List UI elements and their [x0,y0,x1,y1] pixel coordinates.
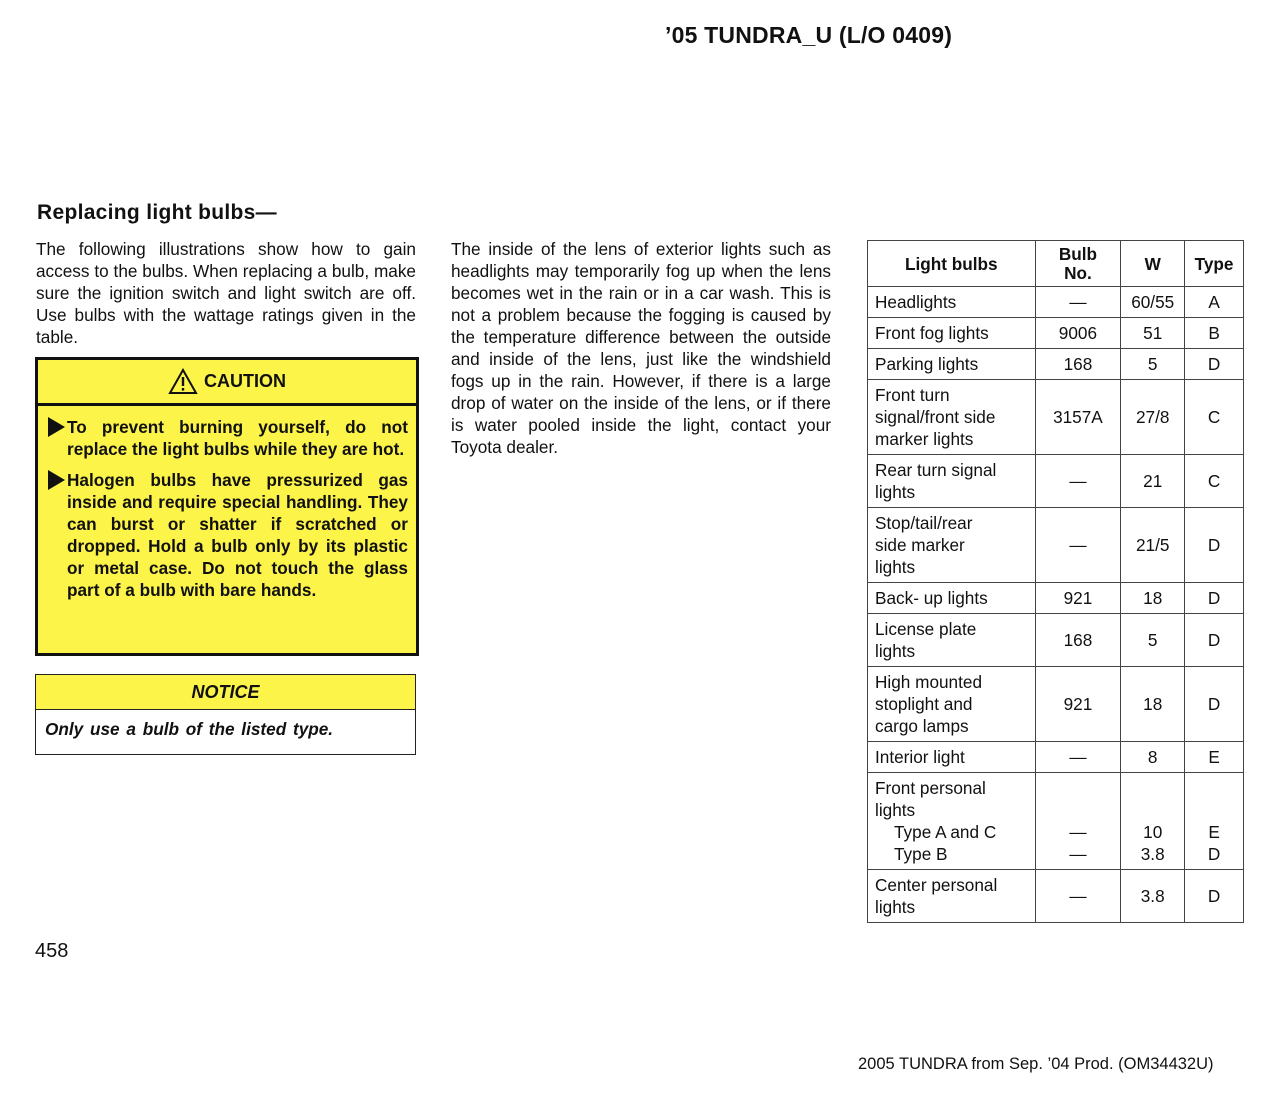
bulb-name [868,742,1036,773]
bulb-number: 9006 [1035,318,1121,349]
bulb-name-line: Interior light [875,747,965,767]
bulb-number: — [1035,287,1121,318]
subtype-bulb-number: — [1069,844,1087,864]
bulb-watts: 8 [1121,742,1185,773]
bulb-name-line: lights [875,897,916,917]
bulb-number: 168 [1035,614,1121,667]
bulb-name-line: Parking lights [875,354,979,374]
bulb-type: D [1185,667,1244,742]
table-row [868,287,1244,318]
bulb-type: D [1185,583,1244,614]
bulb-watts: 5 [1121,349,1185,380]
caution-item [48,469,408,601]
bulb-name [868,583,1036,614]
document-code-header: ’05 TUNDRA_U (L/O 0409) [665,22,953,48]
bulb-name [868,455,1036,508]
bulb-watts: 18 [1121,583,1185,614]
bulb-watts: 3.8 [1121,870,1185,923]
table-row [868,349,1244,380]
bulb-type: C [1185,380,1244,455]
caution-item-text: Halogen bulbs have pressurized gas inside and require special handling. They can burst or shatter if scratched or dropped. Hold a bulb only by its plastic or metal case. Do not touch the glass part of a bulb with bare hands. [67,470,408,600]
table-row [868,667,1244,742]
caution-header [38,360,416,406]
bullet-arrow-icon [48,417,65,437]
subtype-type: E [1208,822,1220,842]
bulb-name-line: Front turn [875,385,950,405]
caution-item [48,416,408,460]
bulb-name [868,870,1036,923]
bulb-type: D [1185,349,1244,380]
table-row [868,380,1244,455]
table-row [868,508,1244,583]
intro-paragraph: The following illustrations show how to gain access to the bulbs. When replacing a bulb, make sure the ignition switch and light switch are off. Use bulbs with the wattage ratings given in the table. [36,239,416,347]
bulb-name [868,349,1036,380]
table-row [868,318,1244,349]
header-light-bulbs: Light bulbs [868,241,1036,287]
bulb-name-line: Back- up lights [875,588,988,608]
table-row [868,455,1244,508]
bulb-watts: 51 [1121,318,1185,349]
bulb-name-line: High mounted [875,672,983,692]
table-row [868,742,1244,773]
caution-body [38,406,416,601]
table-row [868,583,1244,614]
header-bulb-no [1035,241,1121,287]
bulb-name-line: Stop/tail/rear [875,513,973,533]
subtype-label: Type B [894,844,948,864]
bulb-name [868,614,1036,667]
bulb-number: — [1035,508,1121,583]
bulb-name [868,508,1036,583]
bulb-number: — [1035,870,1121,923]
table-row [868,614,1244,667]
subtype-bulb-number: — [1069,822,1087,842]
bulb-name [868,380,1036,455]
bulb-name-line: stoplight and [875,694,973,714]
bulb-name-line: signal/front side [875,407,996,427]
bulb-name-line: cargo lamps [875,716,969,736]
section-title: Replacing light bulbs— [37,201,277,224]
bulb-name-line: lights [875,557,916,577]
bulb-number: — [1035,455,1121,508]
bulb-name-line: Rear turn signal [875,460,997,480]
table-header-row [868,241,1244,287]
notice-box [35,674,416,755]
bulb-number: 921 [1035,667,1121,742]
bulb-name-line: side marker [875,535,965,555]
table-row [868,773,1244,870]
bulb-number [1035,773,1121,870]
page-number: 458 [35,940,69,962]
bulb-type: D [1185,870,1244,923]
bulb-type: B [1185,318,1244,349]
bulb-watts [1121,773,1185,870]
bulb-name-line: lights [875,800,916,820]
notice-text: Only use a bulb of the listed type. [45,719,334,739]
warning-triangle-icon [168,368,198,395]
bulb-watts: 27/8 [1121,380,1185,455]
bulb-name-line: License plate [875,619,977,639]
bulb-name-line: Center personal [875,875,998,895]
header-bulb-no-line2: No. [1064,262,1092,283]
header-watts: W [1121,241,1185,287]
caution-item-text: To prevent burning yourself, do not replace the light bulbs while they are hot. [67,417,408,459]
caution-box [35,357,419,656]
subtype-watts: 10 [1143,822,1163,842]
bulb-type: D [1185,508,1244,583]
bulb-name-line: marker lights [875,429,974,449]
subtype-watts: 3.8 [1140,844,1165,864]
bulb-watts: 5 [1121,614,1185,667]
header-type: Type [1185,241,1244,287]
bulb-type: E [1185,742,1244,773]
bullet-arrow-icon [48,470,65,490]
subtype-label: Type A and C [894,822,997,842]
caution-title: CAUTION [204,371,286,391]
bulb-name [868,667,1036,742]
bulb-name-line: Headlights [875,292,957,312]
footer-text: 2005 TUNDRA from Sep. ’04 Prod. (OM34432U) [858,1055,1214,1073]
bulb-name-line: lights [875,641,916,661]
bulb-number: 168 [1035,349,1121,380]
notice-title: NOTICE [36,675,415,710]
bulb-number: — [1035,742,1121,773]
bulb-name [868,287,1036,318]
bulb-watts: 60/55 [1121,287,1185,318]
subtype-type: D [1207,844,1221,864]
bulb-type: D [1185,614,1244,667]
bulb-name [868,773,1036,870]
bulb-table [867,240,1244,923]
bulb-name-line: lights [875,482,916,502]
bulb-type [1185,773,1244,870]
bulb-watts: 21 [1121,455,1185,508]
bulb-name [868,318,1036,349]
table-row [868,870,1244,923]
header-bulb-no-line1: Bulb [1058,243,1098,264]
bulb-watts: 18 [1121,667,1185,742]
bulb-number: 921 [1035,583,1121,614]
bulb-type: A [1185,287,1244,318]
bulb-type: C [1185,455,1244,508]
bulb-name-line: Front fog lights [875,323,989,343]
bulb-number: 3157A [1035,380,1121,455]
bulb-watts: 21/5 [1121,508,1185,583]
bulb-name-line: Front personal [875,778,986,798]
fog-paragraph: The inside of the lens of exterior lights such as headlights may temporarily fog up when the lens becomes wet in the rain or in a car wash. This is not a problem because the fogging is caused by the temperature difference between the outside and inside of the lens, just like the windshield fogs up in the rain. However, if there is a large drop of water on the inside of the lens, or if there is water pooled inside the light, contact your Toyota dealer. [451,239,831,457]
